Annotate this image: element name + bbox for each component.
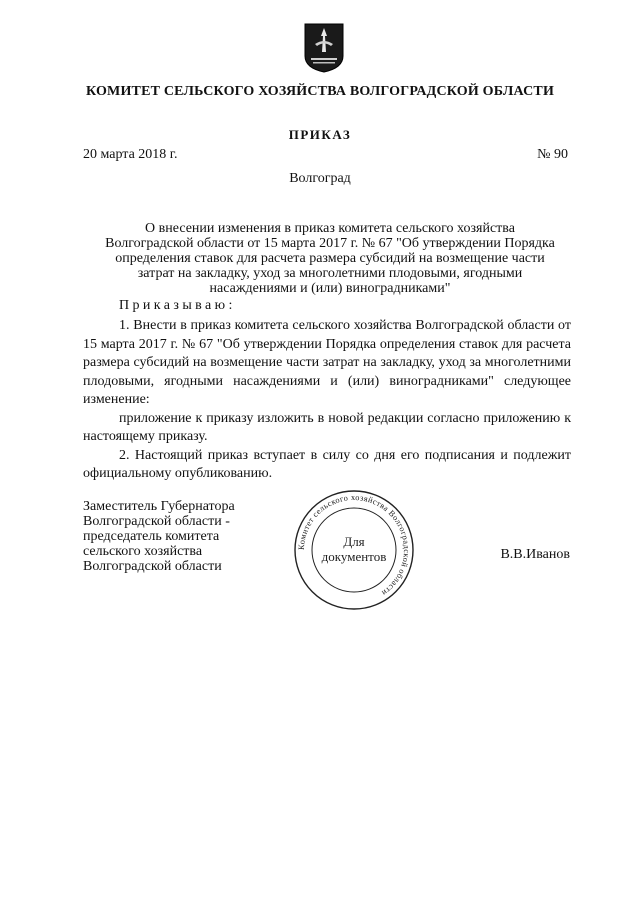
body-paragraph: приложение к приказу изложить в новой редакции согласно приложению к настоящему приказу. [83,410,571,444]
title-line: затрат на закладку, уход за многолетними плодовыми, ягодными [137,266,523,281]
title-line: Волгоградской области от 15 марта 2017 г. № 67 "Об утверждении Порядка [105,236,555,251]
title-line: О внесении изменения в приказ комитета сельского хозяйства [145,221,515,236]
stamp-center-line: документов [321,549,387,564]
document-city: Волгоград [289,171,351,186]
document-type: ПРИКАЗ [288,127,352,142]
stamp-ring-text: Комитет сельского хозяйства Волгоградской области [296,492,412,598]
position-line: сельского хозяйства [83,544,203,559]
position-line: Заместитель Губернатора [83,499,235,514]
signatory-name: В.В.Иванов [500,547,570,562]
document-date: 20 марта 2018 г. [83,147,178,162]
body-paragraph: 2. Настоящий приказ вступает в силу со дня его подписания и подлежит официальному опубликованию. [83,447,571,481]
body-paragraph: 1. Внести в приказ комитета сельского хозяйства Волгоградской области от 15 марта 2017 г. № 67 "Об утверждении Порядка определения ставок для расчета размера субсидий на возмещение части затрат на закладку, уход за многолетними плодовыми, ягодными насаждениями и (или) виноградниками" следующее изменение: [83,318,571,407]
document-title [80,221,580,296]
position-line: председатель комитета [83,529,220,544]
document-body [83,317,571,484]
order-word: Приказываю: [119,298,236,313]
signatory-position [83,499,235,574]
title-line: определения ставок для расчета размера субсидий на возмещение части [115,251,545,266]
coat-of-arms-icon [303,22,345,74]
document-number: № 90 [537,147,568,162]
organization-name: КОМИТЕТ СЕЛЬСКОГО ХОЗЯЙСТВА ВОЛГОГРАДСКОЙ ОБЛАСТИ [85,84,555,99]
position-line: Волгоградской области - [83,514,230,529]
official-stamp [292,488,416,612]
stamp-center-line: Для [343,534,365,549]
position-line: Волгоградской области [83,559,222,574]
title-line: насаждениями и (или) виноградниками" [209,281,451,296]
